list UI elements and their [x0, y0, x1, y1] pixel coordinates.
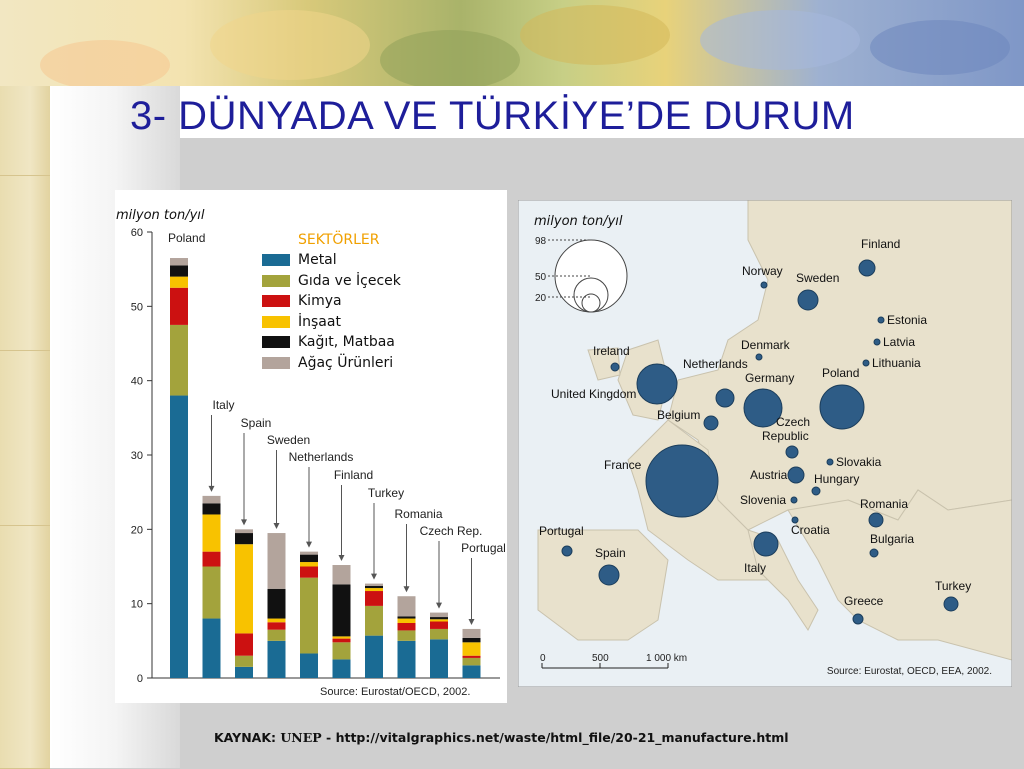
- bar-segment: [430, 639, 448, 678]
- bar-segment: [333, 636, 351, 638]
- bar-segment: [203, 552, 221, 567]
- source-footer: [214, 730, 789, 745]
- bar-segment: [398, 616, 416, 618]
- category-label: Turkey: [367, 486, 405, 500]
- country-bubble: [870, 549, 878, 557]
- y-tick-label: 50: [130, 301, 143, 314]
- country-bubble: [874, 339, 880, 345]
- y-tick-label: 40: [130, 375, 143, 388]
- bar-segment: [365, 636, 383, 678]
- bar-segment: [235, 529, 253, 533]
- bar-segment: [235, 633, 253, 655]
- bar-segment: [203, 619, 221, 678]
- category-label: Finland: [333, 468, 374, 482]
- bar-segment: [203, 496, 221, 503]
- category-label: Italy: [212, 398, 235, 412]
- country-bubble: [791, 497, 797, 503]
- bar-segment: [300, 562, 318, 566]
- bar-segment: [365, 588, 383, 591]
- bar-segment: [170, 325, 188, 396]
- bar-segment: [300, 552, 318, 555]
- bar-segment: [398, 630, 416, 640]
- legend-item-chemical: [262, 291, 401, 312]
- bar-segment: [203, 514, 221, 551]
- legend-label: Ağaç Ürünleri: [298, 354, 394, 371]
- footer-unep: UNEP: [280, 730, 322, 745]
- bar-segment: [268, 533, 286, 589]
- category-label: Romania: [394, 507, 443, 521]
- leader-arrow: [339, 555, 345, 561]
- bar-segment: [170, 265, 188, 276]
- country-bubble: [599, 565, 619, 585]
- bar-segment: [235, 667, 253, 678]
- legend-item-wood: [262, 353, 401, 374]
- leader-arrow: [404, 586, 410, 592]
- legend-item-construction: [262, 312, 401, 333]
- country-label: Greece: [844, 594, 884, 608]
- sector-legend: [262, 232, 401, 373]
- country-label: Estonia: [887, 313, 928, 327]
- bar-segment: [268, 622, 286, 629]
- bar-segment: [203, 503, 221, 514]
- country-label: Italy: [744, 561, 767, 575]
- country-label: Sweden: [796, 271, 840, 285]
- country-bubble: [812, 487, 820, 495]
- country-label: Belgium: [657, 408, 701, 422]
- bar-segment: [463, 656, 481, 658]
- bar-segment: [268, 630, 286, 641]
- decor-tile: [0, 350, 50, 526]
- legend-swatch: [262, 275, 290, 287]
- left-decor-strip: [0, 0, 50, 768]
- country-bubble: [716, 389, 734, 407]
- bar-segment: [300, 567, 318, 578]
- scale-label: 1 000 km: [646, 653, 688, 664]
- country-bubble: [704, 416, 718, 430]
- country-label: Lithuania: [872, 356, 921, 370]
- scale-label: 500: [592, 653, 609, 664]
- bar-segment: [398, 641, 416, 678]
- leader-arrow: [436, 603, 442, 609]
- country-label: Poland: [822, 366, 860, 380]
- bar-segment: [365, 586, 383, 588]
- bar-segment: [365, 606, 383, 636]
- country-bubble: [863, 360, 869, 366]
- bar-segment: [398, 596, 416, 616]
- leader-arrow: [469, 619, 475, 625]
- country-label: Norway: [742, 264, 783, 278]
- chart-source: Source: Eurostat/OECD, 2002.: [320, 686, 471, 698]
- country-bubble: [827, 459, 833, 465]
- slide-title: 3- DÜNYADA VE TÜRKİYE’DE DURUM: [130, 94, 855, 138]
- bar-segment: [365, 591, 383, 606]
- leader-arrow: [371, 574, 377, 580]
- leader-arrow: [209, 486, 215, 492]
- map-source: Source: Eurostat, OECD, EEA, 2002.: [826, 666, 992, 677]
- country-label: Denmark: [741, 338, 790, 352]
- map-unit-label: milyon ton/yıl: [534, 214, 623, 229]
- bar-segment: [430, 617, 448, 619]
- country-label: Austria: [750, 468, 788, 482]
- decor-tile: [0, 175, 50, 351]
- category-label: Sweden: [266, 433, 311, 447]
- bar-segment: [333, 584, 351, 636]
- category-label: Netherlands: [288, 450, 354, 464]
- country-label: Slovenia: [740, 493, 787, 507]
- country-bubble: [562, 546, 572, 556]
- country-label: Croatia: [791, 523, 830, 537]
- legend-swatch: [262, 254, 290, 266]
- legend-title: SEKTÖRLER: [298, 232, 380, 248]
- country-label: Portugal: [539, 524, 584, 538]
- bar-segment: [463, 638, 481, 642]
- country-label: Slovakia: [836, 455, 882, 469]
- country-label: Bulgaria: [870, 532, 915, 546]
- bar-segment: [170, 258, 188, 265]
- legend-label: Kimya: [298, 293, 342, 310]
- bar-segment: [300, 653, 318, 678]
- bar-segment: [333, 659, 351, 678]
- bar-segment: [235, 544, 253, 633]
- bar-segment: [268, 589, 286, 619]
- country-label: France: [604, 458, 642, 472]
- y-tick-label: 20: [130, 524, 143, 537]
- y-tick-label: 60: [130, 227, 143, 239]
- y-tick-label: 30: [130, 450, 143, 462]
- country-label: Hungary: [814, 472, 860, 486]
- bar-segment: [463, 629, 481, 638]
- bar-segment: [235, 533, 253, 544]
- decorative-banner: [0, 0, 1024, 86]
- country-bubble: [637, 364, 677, 404]
- country-label: Spain: [595, 546, 626, 560]
- leader-arrow: [241, 519, 247, 525]
- bar-segment: [268, 619, 286, 623]
- country-label: Finland: [861, 237, 901, 251]
- bar-segment: [170, 288, 188, 325]
- bar-segment: [170, 396, 188, 678]
- legend-item-food: [262, 271, 401, 292]
- size-legend-label: 50: [535, 272, 547, 283]
- size-legend-label: 20: [535, 293, 547, 304]
- legend-item-metal: [262, 250, 401, 271]
- bar-segment: [300, 578, 318, 654]
- bar-segment: [203, 567, 221, 619]
- country-label: Latvia: [883, 335, 916, 349]
- country-bubble: [761, 282, 767, 288]
- bar-segment: [463, 642, 481, 655]
- country-bubble: [820, 385, 864, 429]
- size-legend-label: 98: [535, 236, 547, 247]
- legend-swatch: [262, 295, 290, 307]
- bar-chart-unit-label: milyon ton/yıl: [116, 208, 205, 223]
- country-label: Ireland: [593, 344, 630, 358]
- europe-map: [518, 200, 1012, 687]
- source-link[interactable]: - http://vitalgraphics.net/waste/html_file/20-21_manufacture.html: [321, 730, 789, 745]
- country-label: Germany: [745, 371, 795, 385]
- country-label: Turkey: [935, 579, 972, 593]
- bar-segment: [430, 629, 448, 639]
- country-bubble: [878, 317, 884, 323]
- bar-segment: [333, 642, 351, 659]
- bar-segment: [268, 641, 286, 678]
- country-bubble: [756, 354, 762, 360]
- country-bubble: [754, 532, 778, 556]
- category-label: Poland: [168, 231, 206, 245]
- country-bubble: [611, 363, 619, 371]
- bar-segment: [430, 619, 448, 621]
- bar-segment: [463, 658, 481, 665]
- country-label: Republic: [762, 429, 809, 443]
- bar-segment: [170, 277, 188, 288]
- legend-label: Kağıt, Matbaa: [298, 334, 395, 351]
- decor-tile: [0, 525, 50, 769]
- bar-segment: [300, 555, 318, 562]
- country-bubble: [788, 467, 804, 483]
- bar-segment: [365, 584, 383, 586]
- y-tick-label: 0: [136, 673, 143, 685]
- category-label: Czech Rep.: [419, 524, 483, 538]
- country-bubble: [869, 513, 883, 527]
- bar-segment: [430, 622, 448, 629]
- leader-arrow: [274, 523, 280, 529]
- bar-segment: [333, 565, 351, 584]
- legend-swatch: [262, 357, 290, 369]
- bar-segment: [463, 665, 481, 678]
- country-bubble: [853, 614, 863, 624]
- country-label: Czech: [776, 415, 811, 429]
- y-tick-label: 10: [130, 598, 143, 611]
- country-bubble: [798, 290, 818, 310]
- bar-segment: [235, 656, 253, 667]
- footer-prefix: KAYNAK:: [214, 730, 277, 745]
- country-bubble: [944, 597, 958, 611]
- legend-swatch: [262, 336, 290, 348]
- bar-segment: [333, 639, 351, 643]
- category-label: Spain: [240, 416, 272, 430]
- category-label: Portugal: [461, 541, 506, 555]
- legend-label: İnşaat: [298, 313, 341, 330]
- country-bubble: [859, 260, 875, 276]
- legend-label: Metal: [298, 252, 337, 269]
- legend-item-paper: [262, 332, 401, 353]
- country-bubble: [646, 445, 718, 517]
- leader-arrow: [306, 542, 312, 548]
- country-label: United Kingdom: [551, 387, 637, 401]
- country-label: Netherlands: [683, 357, 748, 371]
- bar-segment: [398, 623, 416, 630]
- scale-label: 0: [540, 653, 546, 664]
- legend-swatch: [262, 316, 290, 328]
- legend-label: Gıda ve İçecek: [298, 272, 401, 289]
- bar-segment: [398, 619, 416, 623]
- country-label: Romania: [860, 497, 909, 511]
- country-bubble: [786, 446, 798, 458]
- bar-segment: [430, 613, 448, 617]
